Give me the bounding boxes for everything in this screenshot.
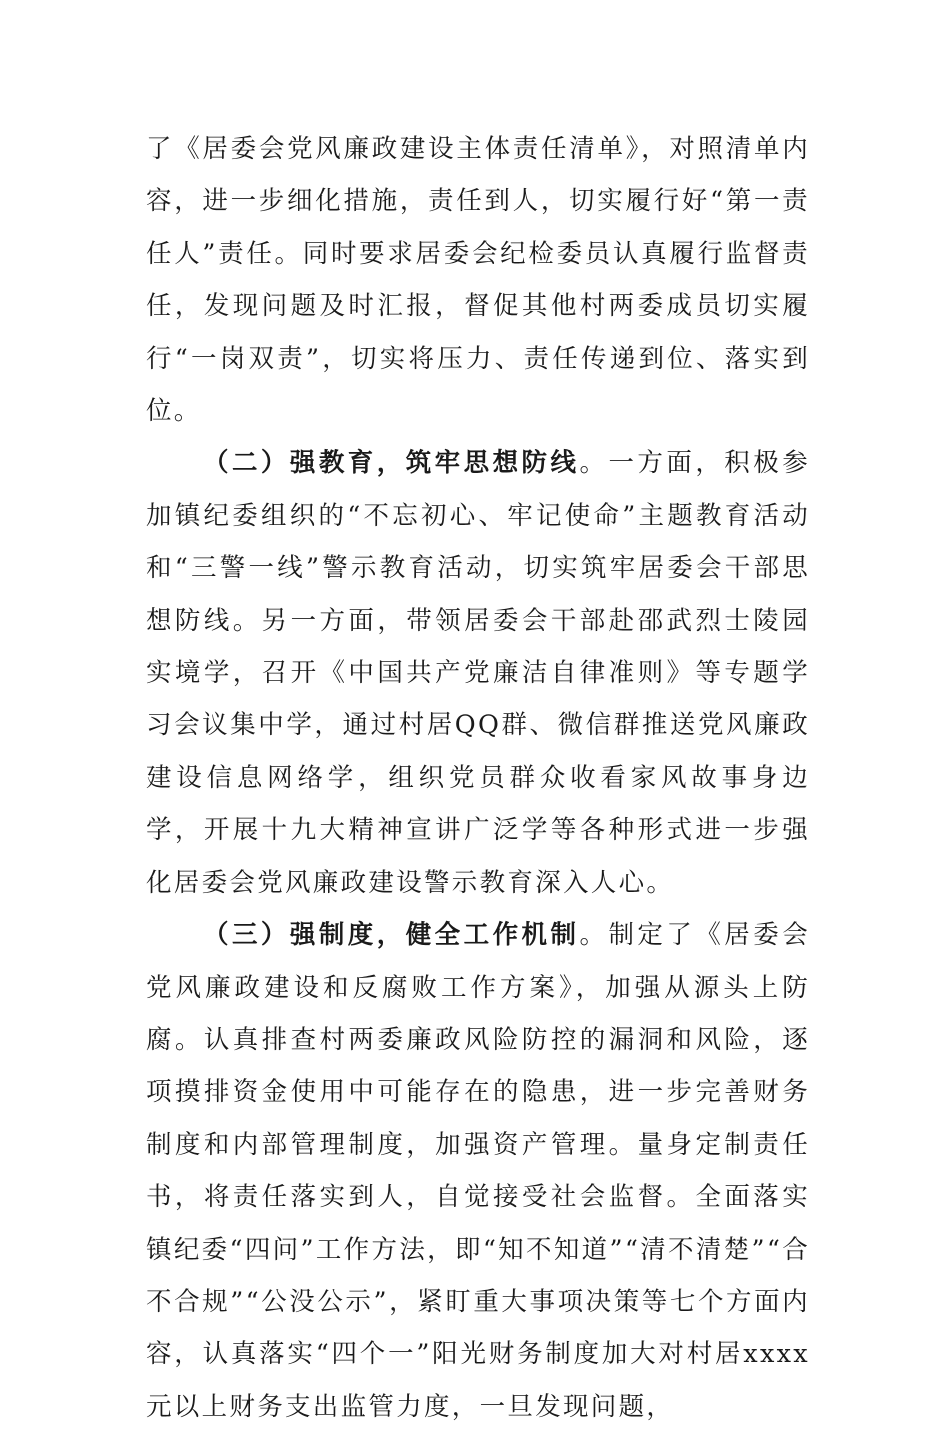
paragraph-continuation — [146, 123, 810, 437]
section-heading-system: （三）强制度，健全工作机制 — [203, 920, 580, 951]
paragraph-education — [146, 437, 810, 909]
document-body — [146, 123, 810, 1433]
paragraph-text: 。制定了《居委会党风廉政建设和反腐败工作方案》，加强从源头上防腐。认真排查村两委廉政风险防控的漏洞和风险，逐项摸排资金使用中可能存在的隐患，进一步完善财务制度和内部管理制度，加强资产管理。量身定制责任书，将责任落实到人，自觉接受社会监督。全面落实镇纪委“四问”工作方法，即“知不知道”“清不清楚”“合不合规”“公没公示”，紧盯重大事项决策等七个方面内容，认真落实“四个一”阳光财务制度加大对村居xxxx元以上财务支出监管力度，一旦发现问题， — [146, 920, 811, 1422]
paragraph-text: 了《居委会党风廉政建设主体责任清单》，对照清单内容，进一步细化措施，责任到人，切实履行好“第一责任人”责任。同时要求居委会纪检委员认真履行监督责任，发现问题及时汇报，督促其他村两委成员切实履行“一岗双责”，切实将压力、责任传递到位、落实到位。 — [146, 134, 810, 427]
paragraph-system — [146, 909, 810, 1433]
paragraph-text: 。一方面，积极参加镇纪委组织的“不忘初心、牢记使命”主题教育活动和“三警一线”警示教育活动，切实筑牢居委会干部思想防线。另一方面，带领居委会干部赴邵武烈士陵园实境学，召开《中国共产党廉洁自律准则》等专题学习会议集中学，通过村居QQ群、微信群推送党风廉政建设信息网络学，组织党员群众收看家风故事身边学，开展十九大精神宣讲广泛学等各种形式进一步强化居委会党风廉政建设警示教育深入人心。 — [146, 448, 811, 898]
section-heading-education: （二）强教育，筑牢思想防线 — [203, 448, 580, 479]
